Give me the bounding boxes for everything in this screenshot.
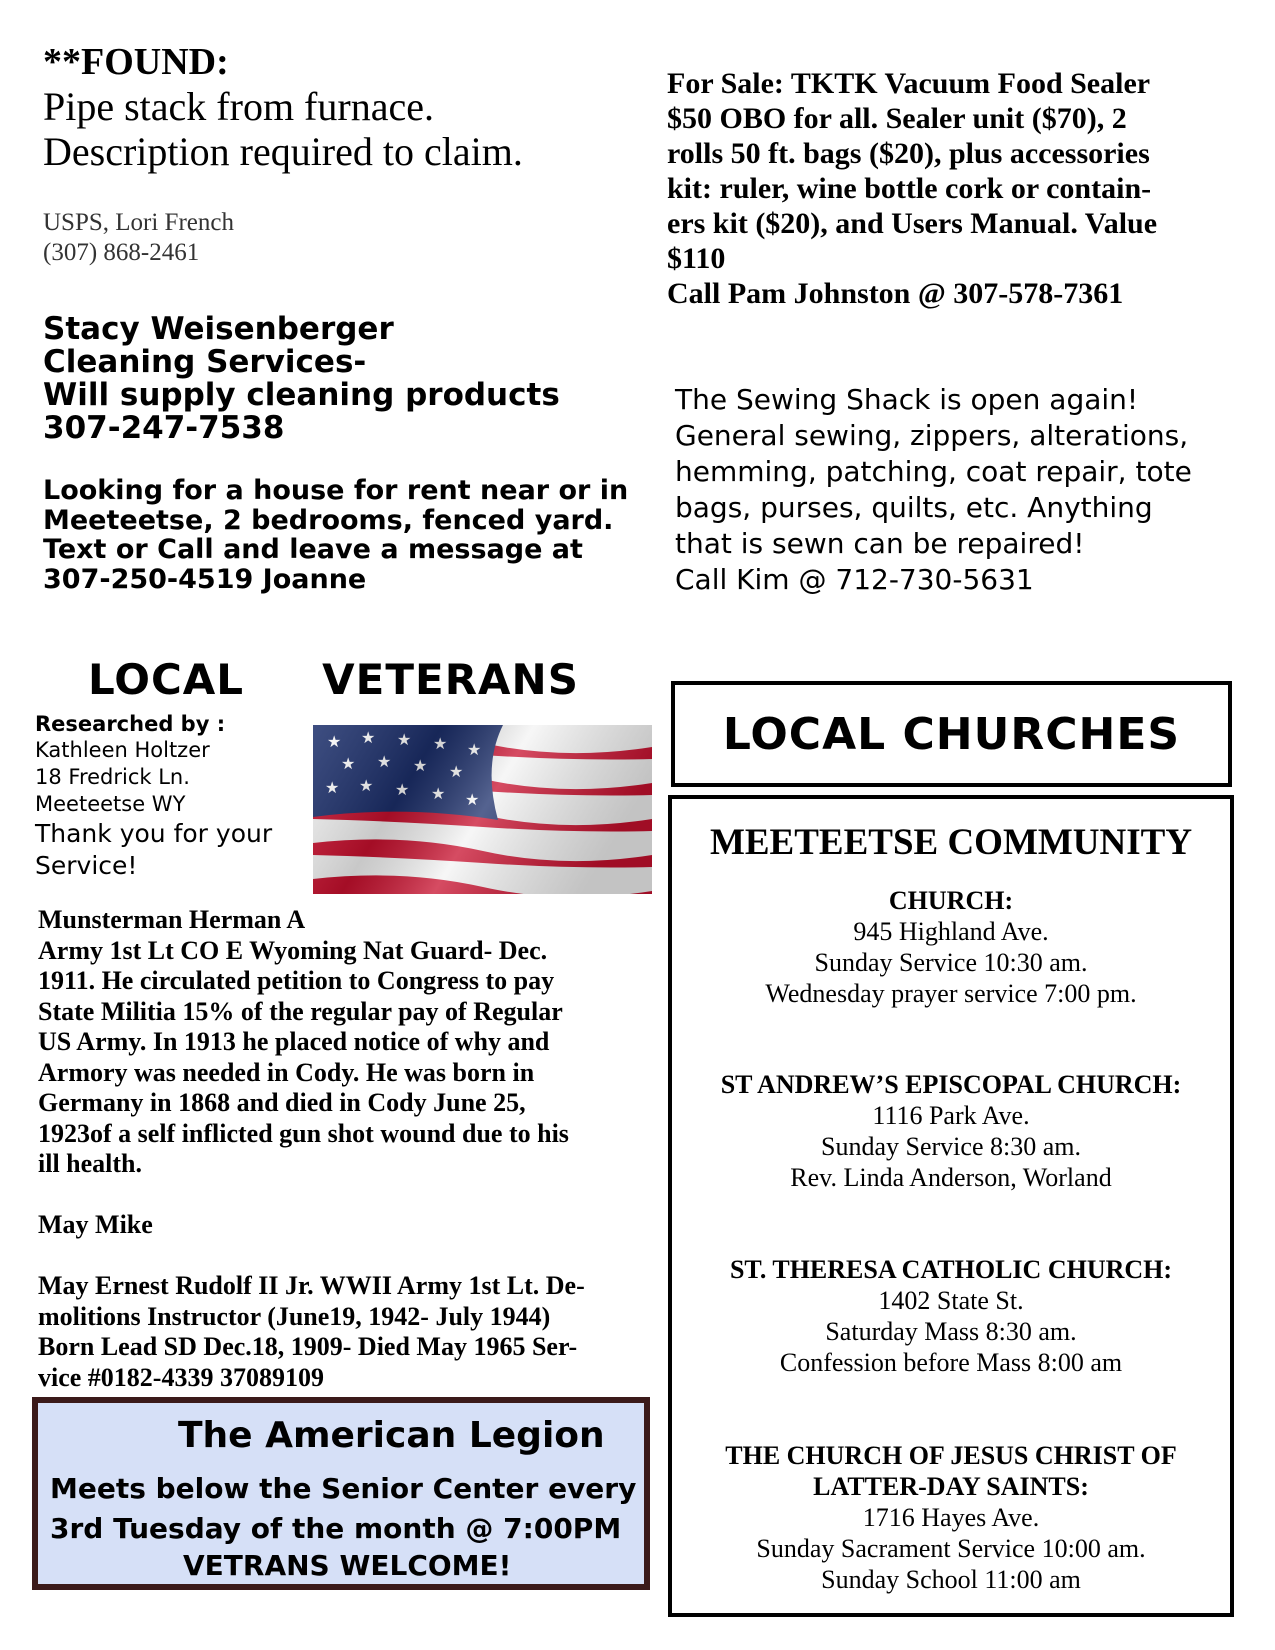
sewing-line: General sewing, zippers, alterations, [675, 419, 1189, 452]
researched-by-label: Researched by : [35, 712, 226, 736]
thanks-line: Service! [35, 851, 138, 880]
church-name: ST. THERESA CATHOLIC CHURCH: [729, 1255, 1173, 1284]
church-detail: Wednesday prayer service 7:00 pm. [765, 979, 1137, 1008]
legion-line-3: VETRANS WELCOME! [183, 1549, 512, 1582]
for-sale-line: Call Pam Johnston @ 307-578-7361 [667, 277, 1124, 310]
church-name-continued: LATTER-DAY SAINTS: [813, 1472, 1089, 1501]
veteran-entry-line: molitions Instructor (June19, 1942- July 1944) [38, 1301, 551, 1331]
sewing-line: hemming, patching, coat repair, tote [675, 455, 1192, 488]
church-detail: 945 Highland Ave. [853, 917, 1049, 946]
legion-line-1: Meets below the Senior Center every [50, 1472, 637, 1505]
church-detail: 1402 State St. [878, 1286, 1024, 1315]
for-sale-line: ers kit ($20), and Users Manual. Value [667, 207, 1158, 240]
veteran-entry-line: Armory was needed in Cody. He was born in [38, 1057, 535, 1087]
researcher-name: Kathleen Holtzer [35, 738, 210, 762]
veteran-entry-line: Germany in 1868 and died in Cody June 25, [38, 1088, 526, 1117]
american-flag-image [313, 725, 652, 894]
legion-title: The American Legion [178, 1415, 605, 1456]
researcher-address: 18 Fredrick Ln. [35, 765, 190, 789]
researcher-city: Meeteetse WY [35, 792, 186, 816]
veterans-entries [38, 905, 585, 1393]
church-detail: 1716 Hayes Ave. [862, 1503, 1040, 1532]
cleaning-services-ad [43, 313, 560, 445]
found-contact [43, 208, 234, 268]
for-sale-line: kit: ruler, wine bottle cork or contain- [667, 172, 1152, 205]
church-detail: Sunday School 11:00 am [821, 1565, 1081, 1594]
sewing-line: bags, purses, quilts, etc. Anything [675, 491, 1153, 524]
found-line: Pipe stack from furnace. [43, 84, 434, 129]
house-line: 307-250-4519 Joanne [43, 563, 367, 595]
church-name: THE CHURCH OF JESUS CHRIST OF [725, 1441, 1177, 1470]
sewing-line: Call Kim @ 712-730-5631 [675, 563, 1034, 596]
cleaning-line: Stacy Weisenberger [43, 311, 394, 347]
veteran-entry-line: 1911. He circulated petition to Congress to pay [38, 966, 555, 995]
community-heading: MEETEETSE COMMUNITY [709, 822, 1193, 863]
veteran-entry-line: US Army. In 1913 he placed notice of why and [38, 1027, 550, 1056]
for-sale-ad [667, 66, 1157, 311]
veteran-entry-line: vice #0182-4339 37089109 [38, 1362, 324, 1392]
veteran-entry-line: Munsterman Herman A [38, 905, 306, 934]
local-churches-header: LOCAL CHURCHES [671, 681, 1232, 787]
house-line: Looking for a house for rent near or in [43, 475, 629, 506]
church-detail: Sunday Service 10:30 am. [814, 948, 1088, 977]
cleaning-line: Will supply cleaning products [43, 377, 560, 413]
house-line: Text or Call and leave a message at [43, 534, 583, 565]
legion-line-2: 3rd Tuesday of the month @ 7:00PM [50, 1512, 622, 1545]
sewing-shack-ad [675, 382, 1192, 598]
veteran-entry-line: State Militia 15% of the regular pay of Regular [38, 996, 563, 1026]
church-entry [672, 885, 1230, 1009]
cleaning-line: 307-247-7538 [43, 410, 285, 446]
american-legion-box [32, 1397, 650, 1590]
church-entry [672, 1069, 1230, 1193]
church-entry [672, 1254, 1230, 1378]
church-entry [672, 1440, 1230, 1595]
veteran-entry-line: ill health. [38, 1149, 143, 1178]
veteran-entry-line: Army 1st Lt CO E Wyoming Nat Guard- Dec. [38, 935, 548, 965]
veteran-entry-line: May Ernest Rudolf II Jr. WWII Army 1st Lt. De- [38, 1271, 585, 1300]
local-veterans-title: LOCAL VETERANS [88, 655, 579, 704]
found-contact-phone: (307) 868-2461 [43, 239, 200, 266]
church-listing-box [668, 795, 1234, 1617]
church-detail: Confession before Mass 8:00 am [779, 1348, 1123, 1377]
sewing-line: The Sewing Shack is open again! [675, 383, 1139, 416]
church-detail: Sunday Service 8:30 am. [821, 1132, 1081, 1161]
church-detail: Rev. Linda Anderson, Worland [790, 1163, 1112, 1192]
for-sale-line: For Sale: TKTK Vacuum Food Sealer [667, 67, 1151, 100]
house-line: Meeteetse, 2 bedrooms, fenced yard. [43, 504, 614, 536]
for-sale-line: $110 [667, 242, 726, 275]
thanks-line: Thank you for your [35, 819, 273, 848]
church-name: ST ANDREW’S EPISCOPAL CHURCH: [720, 1070, 1182, 1099]
found-line: Description required to claim. [43, 129, 523, 174]
church-name: CHURCH: [888, 886, 1014, 915]
found-contact-name: USPS, Lori French [43, 209, 234, 236]
veteran-entry-line: Born Lead SD Dec.18, 1909- Died May 1965 Ser- [38, 1332, 578, 1361]
church-detail: Saturday Mass 8:30 am. [825, 1317, 1077, 1346]
sewing-line: that is sewn can be repaired! [675, 527, 1085, 560]
veteran-entry-line: 1923of a self inflicted gun shot wound due to his [38, 1118, 569, 1148]
church-detail: Sunday Sacrament Service 10:00 am. [756, 1534, 1146, 1563]
for-sale-line: $50 OBO for all. Sealer unit ($70), 2 [667, 102, 1127, 135]
researcher-info [35, 711, 272, 882]
found-notice [43, 40, 523, 174]
cleaning-line: Cleaning Services- [43, 344, 367, 380]
house-wanted-ad [43, 476, 628, 594]
found-heading: **FOUND: [43, 41, 229, 83]
for-sale-line: rolls 50 ft. bags ($20), plus accessories [667, 137, 1150, 170]
church-detail: 1116 Park Ave. [872, 1101, 1030, 1130]
veteran-entry-line: May Mike [38, 1210, 153, 1239]
